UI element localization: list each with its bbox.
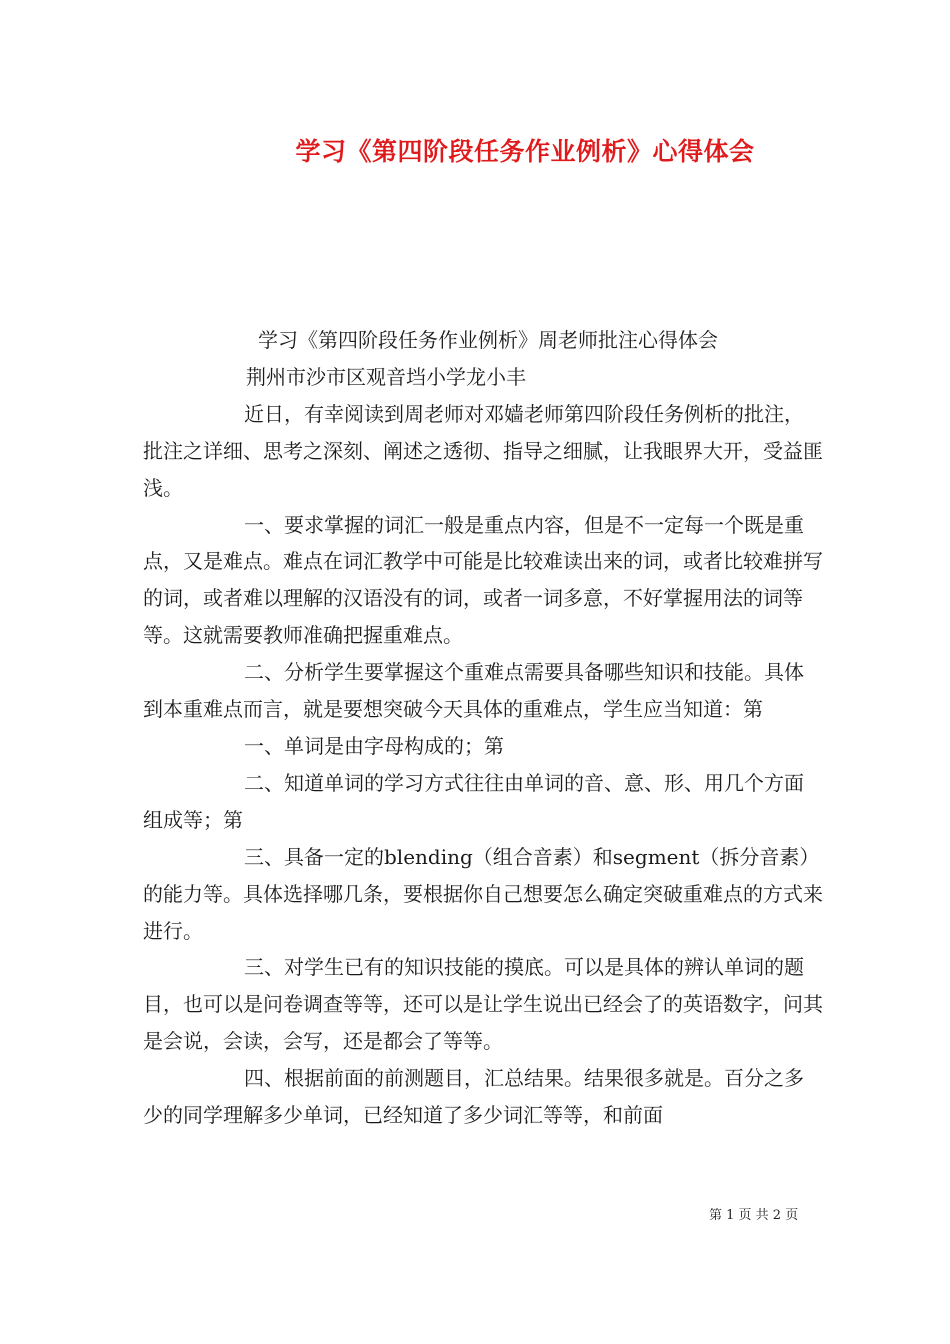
document-body bbox=[143, 322, 823, 1134]
document-title: 学习《第四阶段任务作业例析》心得体会 bbox=[295, 137, 755, 166]
paragraph: 一、单词是由字母构成的；第 bbox=[244, 733, 504, 758]
paragraph: 一、要求掌握的词汇一般是重点内容，但是不一定每一个既是重点，又是难点。难点在词汇教学中可能是比较难读出来的词，或者比较难拼写的词，或者难以理解的汉语没有的词，或者一词多意，不好掌握用法的词等等。这就需要教师准确把握重难点。 bbox=[143, 512, 823, 648]
page-number: 第 1 页 共 2 页 bbox=[709, 1208, 799, 1223]
paragraph: 三、具备一定的blending（组合音素）和segment（拆分音素）的能力等。具体选择哪几条，要根据你自己想要怎么确定突破重难点的方式来进行。 bbox=[143, 844, 823, 943]
paragraph: 三、对学生已有的知识技能的摸底。可以是具体的辨认单词的题目，也可以是问卷调查等等，还可以是让学生说出已经会了的英语数字，问其是会说，会读，会写，还是都会了等等。 bbox=[143, 955, 823, 1054]
paragraph: 二、分析学生要掌握这个重难点需要具备哪些知识和技能。具体到本重难点而言，就是要想突破今天具体的重难点，学生应当知道：第 bbox=[143, 660, 804, 722]
paragraph: 四、根据前面的前测题目，汇总结果。结果很多就是。百分之多少的同学理解多少单词，已经知道了多少词汇等等，和前面 bbox=[143, 1066, 804, 1128]
document-subtitle: 学习《第四阶段任务作业例析》周老师批注心得体会 bbox=[258, 328, 718, 352]
paragraph: 二、知道单词的学习方式往往由单词的音、意、形、用几个方面组成等；第 bbox=[143, 770, 804, 832]
document-author: 荆州市沙市区观音垱小学龙小丰 bbox=[246, 364, 526, 389]
paragraph: 近日，有幸阅读到周老师对邓嫱老师第四阶段任务例析的批注，批注之详细、思考之深刻、阐述之透彻、指导之细腻，让我眼界大开，受益匪浅。 bbox=[143, 401, 823, 500]
